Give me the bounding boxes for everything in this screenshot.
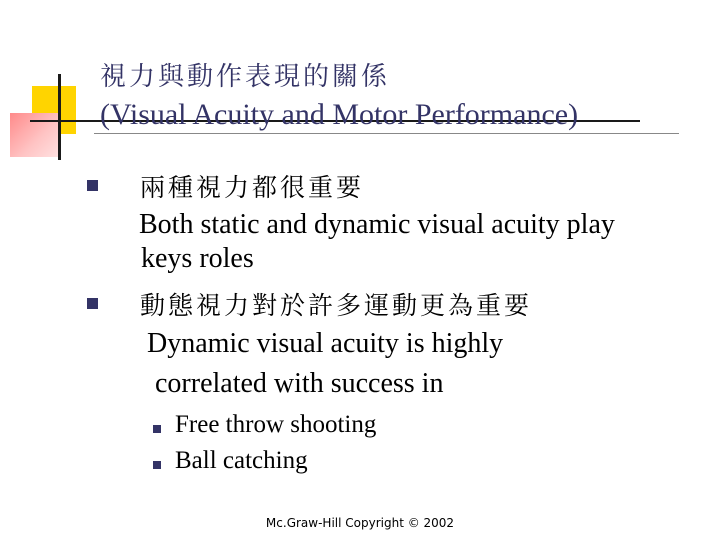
bullet-square-icon [87, 298, 98, 309]
bullet-1-english-line-2: keys roles [141, 243, 254, 274]
sub-item-ball-catching: Ball catching [175, 447, 308, 474]
slide-title-chinese: 視力與動作表現的關係 [100, 62, 391, 92]
footer-copyright: Mc.Graw-Hill Copyright © 2002 [265, 516, 455, 530]
bullet-2-english-line-1: Dynamic visual acuity is highly [147, 328, 504, 359]
bullet-1-chinese: 兩種視力都很重要 [140, 173, 365, 202]
decorative-vertical-line [58, 74, 61, 160]
bullet-square-icon [87, 180, 98, 191]
title-separator-line [94, 133, 679, 134]
sub-bullet-square-icon [153, 425, 161, 433]
bullet-2-english-line-2: correlated with success in [155, 368, 444, 399]
bullet-2-chinese: 動態視力對於許多運動更為重要 [140, 291, 533, 320]
sub-item-free-throw: Free throw shooting [175, 411, 377, 438]
bullet-1-english-line-1: Both static and dynamic visual acuity play [139, 209, 615, 240]
sub-bullet-square-icon [153, 461, 161, 469]
slide-title-english: (Visual Acuity and Motor Performance) [100, 98, 579, 131]
